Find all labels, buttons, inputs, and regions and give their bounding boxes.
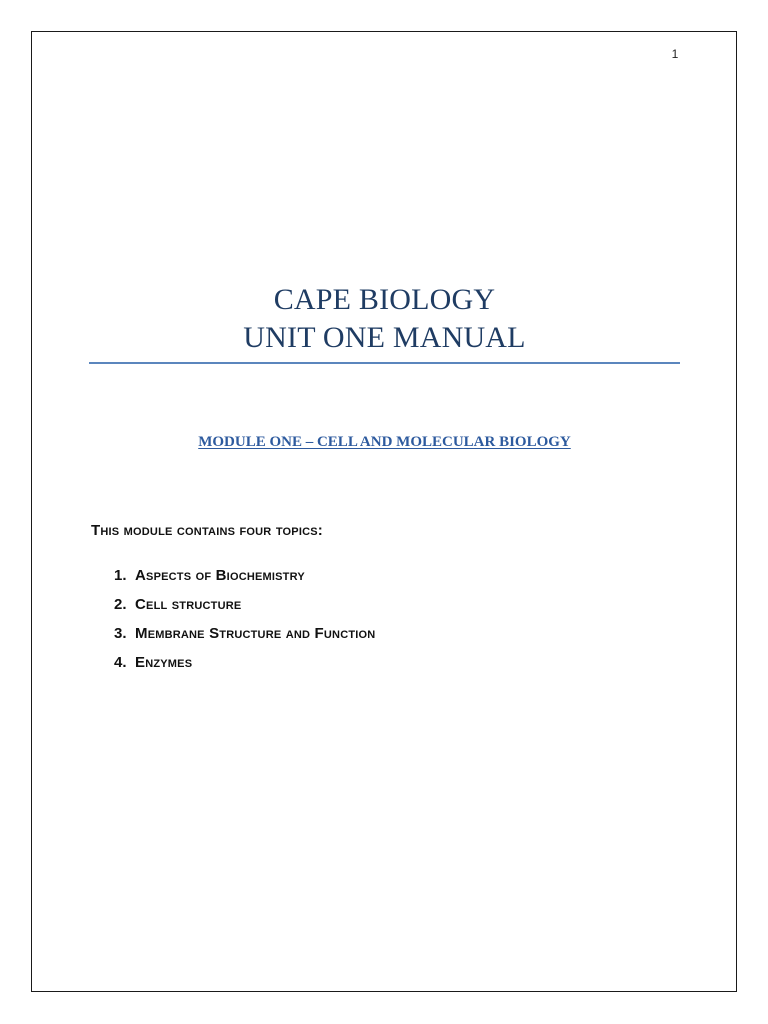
topic-label: Cell structure [135,596,242,613]
page-frame [31,31,737,992]
topic-label: Membrane Structure and Function [135,625,376,642]
topic-label: Aspects of Biochemistry [135,567,305,584]
module-heading: MODULE ONE – CELL AND MOLECULAR BIOLOGY [198,434,571,450]
topic-number: 3. [114,625,127,642]
title-line-1: CAPE BIOLOGY [273,283,496,316]
topic-item [114,594,375,623]
title-divider [89,362,680,364]
document-title [89,281,680,357]
topic-item [114,652,375,681]
title-line-2: UNIT ONE MANUAL [243,321,526,354]
topic-item [114,565,375,594]
topic-number: 1. [114,567,127,584]
page-number: 1 [671,47,679,61]
topic-number: 2. [114,596,127,613]
topic-item [114,623,375,652]
intro-text: This module contains four topics: [91,522,323,539]
topic-list [114,565,375,681]
topic-label: Enzymes [135,654,193,671]
topic-number: 4. [114,654,127,671]
